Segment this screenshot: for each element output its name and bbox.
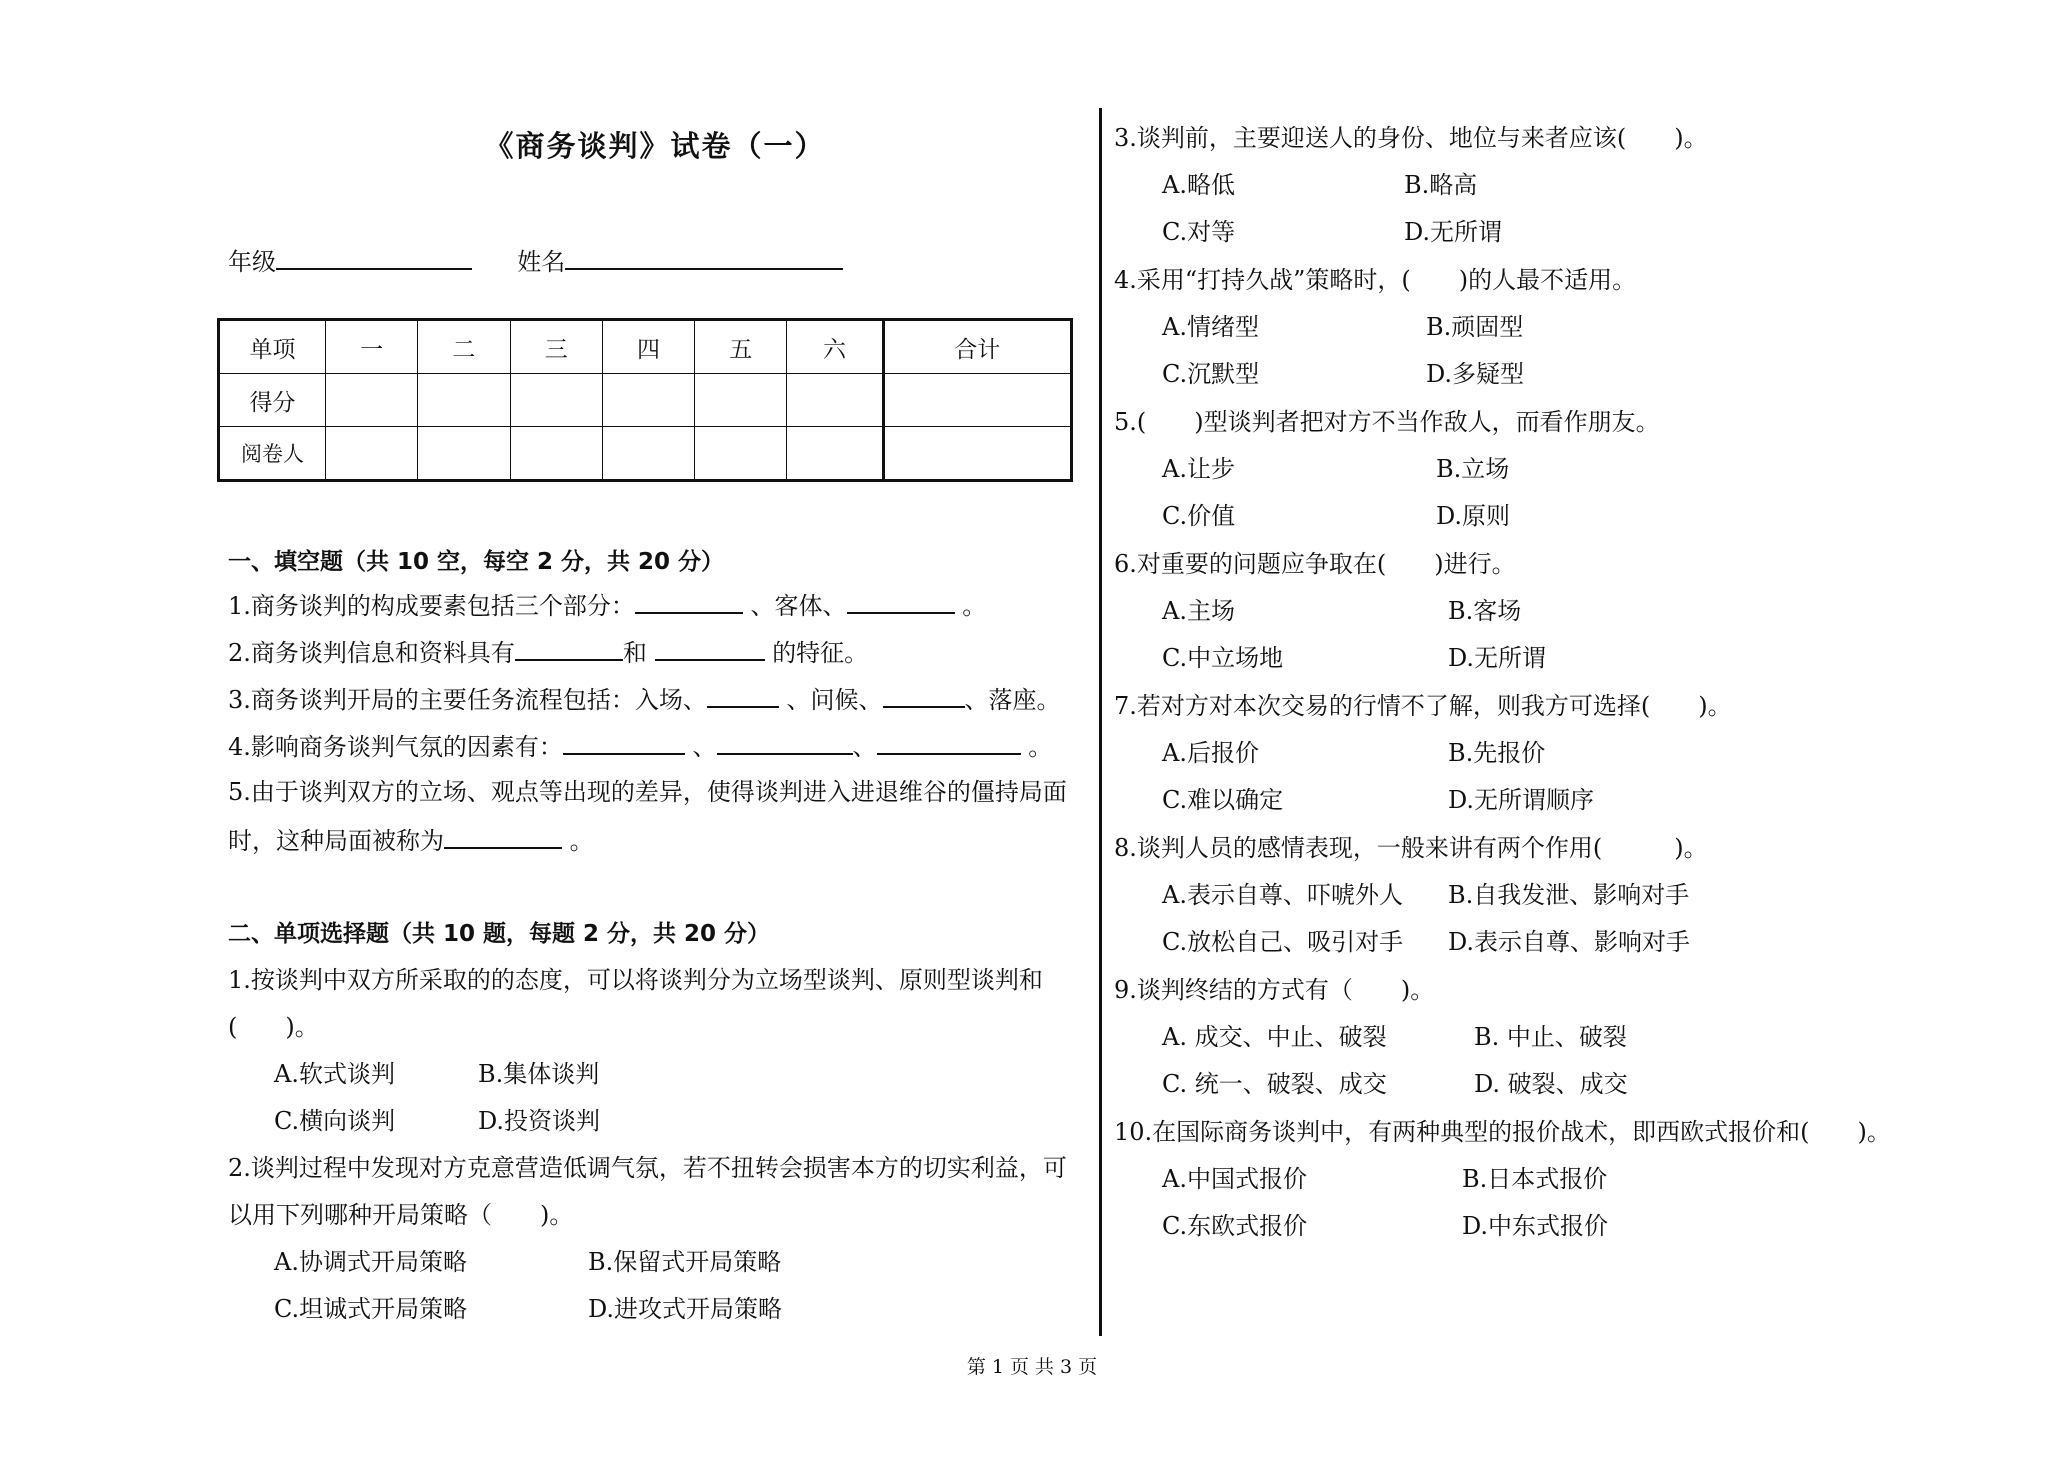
choice-option[interactable]: A.协调式开局策略 <box>274 1248 467 1276</box>
score-cell[interactable] <box>602 374 694 427</box>
grader-cell[interactable] <box>695 427 787 481</box>
choice-option[interactable]: B.顽固型 <box>1426 313 1524 341</box>
choice-option[interactable]: B.集体谈判 <box>478 1060 600 1088</box>
choice-option[interactable]: A.情绪型 <box>1162 313 1259 341</box>
score-table <box>217 318 1073 482</box>
choice-q2-stem: 2.谈判过程中发现对方克意营造低调气氛，若不扭转会损害本方的切实利益，可 <box>228 1154 1067 1182</box>
choice-option[interactable]: C.坦诚式开局策略 <box>274 1295 468 1323</box>
choice-option[interactable]: C.东欧式报价 <box>1162 1212 1308 1240</box>
answer-blank[interactable] <box>655 635 765 661</box>
score-table-header <box>219 320 1072 374</box>
answer-blank[interactable] <box>847 588 955 614</box>
grader-cell[interactable] <box>510 427 602 481</box>
choice-option[interactable]: B.先报价 <box>1448 739 1546 767</box>
choice-option[interactable]: B.自我发泄、影响对手 <box>1448 881 1690 909</box>
grader-cell[interactable] <box>418 427 510 481</box>
score-cell[interactable] <box>695 374 787 427</box>
grader-cell[interactable] <box>883 427 1071 481</box>
choice-option[interactable]: C.对等 <box>1162 218 1236 246</box>
choice-option[interactable]: C.沉默型 <box>1162 360 1260 388</box>
student-info <box>228 244 843 278</box>
choice-option[interactable]: D.多疑型 <box>1426 360 1525 388</box>
choice-option[interactable]: C.中立场地 <box>1162 644 1284 672</box>
choice-q7-stem: 7.若对方对本次交易的行情不了解，则我方可选择( )。 <box>1114 692 1732 720</box>
row-label: 阅卷人 <box>219 427 326 481</box>
answer-blank[interactable] <box>444 823 562 849</box>
row-label: 得分 <box>219 374 326 427</box>
choice-option[interactable]: A.后报价 <box>1162 739 1259 767</box>
column-divider <box>1099 108 1102 1336</box>
choice-q8-stem: 8.谈判人员的感情表现，一般来讲有两个作用( )。 <box>1114 834 1708 862</box>
score-cell[interactable] <box>883 374 1071 427</box>
header-cell: 单项 <box>219 320 326 374</box>
choice-option[interactable]: C. 统一、破裂、成交 <box>1162 1070 1387 1098</box>
header-cell: 四 <box>602 320 694 374</box>
fill-question-5-line1: 5.由于谈判双方的立场、观点等出现的差异，使得谈判进入进退维谷的僵持局面 <box>228 778 1067 806</box>
grader-cell[interactable] <box>326 427 418 481</box>
choice-q9-stem: 9.谈判终结的方式有（ )。 <box>1114 976 1435 1004</box>
answer-blank[interactable] <box>635 588 743 614</box>
choice-option[interactable]: C.难以确定 <box>1162 786 1284 814</box>
name-field[interactable] <box>565 244 843 270</box>
fill-question-3: 3.商务谈判开局的主要任务流程包括：入场、 、问候、 、落座。 <box>228 682 1061 716</box>
exam-title: 《商务谈判》试卷（一） <box>484 129 826 163</box>
choice-option[interactable]: C.放松自己、吸引对手 <box>1162 928 1404 956</box>
choice-option[interactable]: A.软式谈判 <box>274 1060 395 1088</box>
answer-blank[interactable] <box>563 729 685 755</box>
choice-option[interactable]: A.主场 <box>1162 597 1235 625</box>
choice-option[interactable]: A. 成交、中止、破裂 <box>1162 1023 1387 1051</box>
choice-option[interactable]: D.投资谈判 <box>478 1107 601 1135</box>
grade-field[interactable] <box>276 244 472 270</box>
header-cell: 一 <box>326 320 418 374</box>
choice-option[interactable]: A.中国式报价 <box>1162 1165 1307 1193</box>
score-cell[interactable] <box>787 374 883 427</box>
choice-q4-stem: 4.采用“打持久战”策略时，( )的人最不适用。 <box>1114 266 1637 294</box>
grader-row <box>219 427 1072 481</box>
header-cell: 五 <box>695 320 787 374</box>
choice-q5-stem: 5.( )型谈判者把对方不当作敌人，而看作朋友。 <box>1114 408 1660 436</box>
choice-option[interactable]: D.表示自尊、影响对手 <box>1448 928 1691 956</box>
choice-option[interactable]: A.表示自尊、吓唬外人 <box>1162 881 1403 909</box>
answer-blank[interactable] <box>707 682 779 708</box>
header-cell: 六 <box>787 320 883 374</box>
choice-q10-stem: 10.在国际商务谈判中，有两种典型的报价战术，即西欧式报价和( )。 <box>1114 1118 1891 1146</box>
choice-option[interactable]: D.无所谓顺序 <box>1448 786 1595 814</box>
section-title-fill-blank: 一、填空题（共 10 空，每空 2 分，共 20 分） <box>228 549 725 575</box>
answer-blank[interactable] <box>717 729 853 755</box>
choice-option[interactable]: B.日本式报价 <box>1462 1165 1608 1193</box>
choice-option[interactable]: C.价值 <box>1162 502 1236 530</box>
choice-option[interactable]: B. 中止、破裂 <box>1474 1023 1627 1051</box>
choice-q1-stem-cont: ( )。 <box>228 1013 319 1041</box>
answer-blank[interactable] <box>883 682 965 708</box>
choice-option[interactable]: D.进攻式开局策略 <box>588 1295 783 1323</box>
fill-question-1: 1.商务谈判的构成要素包括三个部分： 、客体、 。 <box>228 588 986 622</box>
choice-option[interactable]: C.横向谈判 <box>274 1107 396 1135</box>
section-title-single-choice: 二、单项选择题（共 10 题，每题 2 分，共 20 分） <box>228 921 771 947</box>
score-cell[interactable] <box>510 374 602 427</box>
grader-cell[interactable] <box>602 427 694 481</box>
answer-blank[interactable] <box>877 729 1021 755</box>
score-row <box>219 374 1072 427</box>
choice-option[interactable]: D.无所谓 <box>1448 644 1547 672</box>
choice-option[interactable]: D.中东式报价 <box>1462 1212 1609 1240</box>
name-label: 姓名 <box>517 248 566 276</box>
choice-option[interactable]: B.略高 <box>1404 171 1478 199</box>
grader-cell[interactable] <box>787 427 883 481</box>
page-number: 第 1 页 共 3 页 <box>966 1356 1098 1378</box>
fill-question-5-line2: 时，这种局面被称为 。 <box>228 823 594 857</box>
header-cell: 二 <box>418 320 510 374</box>
choice-option[interactable]: B.保留式开局策略 <box>588 1248 782 1276</box>
score-cell[interactable] <box>418 374 510 427</box>
choice-q2-stem-cont: 以用下列哪种开局策略（ )。 <box>228 1201 574 1229</box>
fill-question-2: 2.商务谈判信息和资料具有 和 的特征。 <box>228 635 868 669</box>
choice-option[interactable]: D. 破裂、成交 <box>1474 1070 1628 1098</box>
choice-q1-stem: 1.按谈判中双方所采取的的态度，可以将谈判分为立场型谈判、原则型谈判和 <box>228 966 1043 994</box>
choice-option[interactable]: A.让步 <box>1162 455 1235 483</box>
answer-blank[interactable] <box>515 635 623 661</box>
choice-option[interactable]: D.无所谓 <box>1404 218 1503 246</box>
choice-option[interactable]: D.原则 <box>1436 502 1511 530</box>
choice-option[interactable]: B.立场 <box>1436 455 1510 483</box>
header-cell: 三 <box>510 320 602 374</box>
choice-q6-stem: 6.对重要的问题应争取在( )进行。 <box>1114 550 1516 578</box>
score-cell[interactable] <box>326 374 418 427</box>
fill-question-4: 4.影响商务谈判气氛的因素有： 、 、 。 <box>228 729 1052 763</box>
grade-label: 年级 <box>228 248 276 276</box>
header-cell: 合计 <box>883 320 1071 374</box>
choice-q3-stem: 3.谈判前，主要迎送人的身份、地位与来者应该( )。 <box>1114 124 1708 152</box>
choice-option[interactable]: A.略低 <box>1162 171 1235 199</box>
choice-option[interactable]: B.客场 <box>1448 597 1522 625</box>
